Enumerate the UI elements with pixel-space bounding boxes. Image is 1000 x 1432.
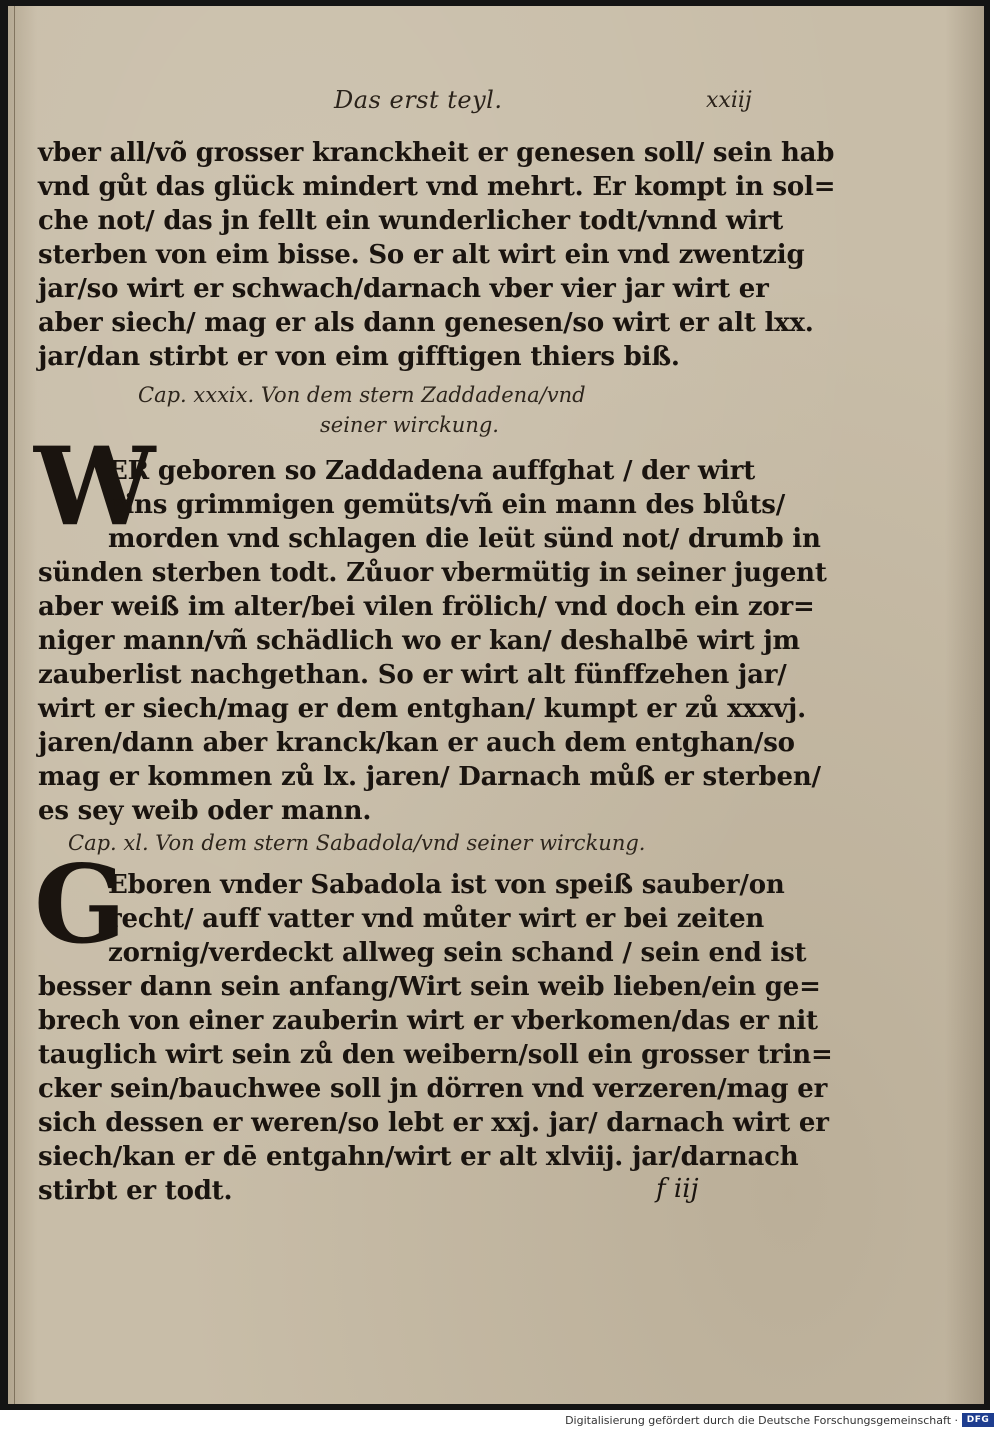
text-line: es sey weib oder mann. <box>38 796 372 826</box>
text-line: morden vnd schlagen die leüt sünd not/ drumb in <box>108 524 821 554</box>
text-line: ER geboren so Zaddadena auffghat / der wirt <box>108 456 755 486</box>
text-line: brech von einer zauberin wirt er vberkomen/das er nit <box>38 1006 818 1036</box>
paragraph-continuation <box>38 136 836 374</box>
text-line: eins grimmigen gemüts/vñ ein mann des blůts/ <box>108 490 785 520</box>
dfg-logo-icon: DFG <box>962 1413 994 1427</box>
text-line: niger mann/vñ schädlich wo er kan/ deshalbē wirt jm <box>38 626 800 656</box>
text-line: zornig/verdeckt allweg sein schand / sein end ist <box>108 938 807 968</box>
text-line: siech/kan er dē entgahn/wirt er alt xlviij. jar/darnach <box>38 1142 799 1172</box>
text-line: tauglich wirt sein zů den weibern/soll ein grosser trin= <box>38 1040 833 1070</box>
drop-cap-initial: G <box>34 842 127 968</box>
text-line: vnd gůt das glück mindert vnd mehrt. Er kompt in sol= <box>38 172 836 202</box>
text-line: wirt er siech/mag er dem entghan/ kumpt er zů xxxvj. <box>38 694 806 724</box>
text-line: aber weiß im alter/bei vilen frölich/ vnd doch ein zor= <box>38 592 815 622</box>
drop-cap-initial: W <box>34 424 156 550</box>
funding-credit: Digitalisierung gefördert durch die Deutsche Forschungsgemeinschaft · <box>565 1414 958 1427</box>
chapter-39-body <box>38 454 827 828</box>
text-line: jaren/dann aber kranck/kan er auch dem entghan/so <box>38 728 795 758</box>
text-line: Eboren vnder Sabadola ist von speiß sauber/on <box>108 870 785 900</box>
chapter-39-heading <box>138 380 898 440</box>
text-line: stirbt er todt. <box>38 1176 233 1206</box>
text-line: mag er kommen zů lx. jaren/ Darnach můß er sterben/ <box>38 762 821 792</box>
text-line: sünden sterben todt. Zůuor vbermütig in seiner jugent <box>38 558 827 588</box>
text-line: cker sein/bauchwee soll jn dörren vnd verzeren/mag er <box>38 1074 828 1104</box>
text-line: sich dessen er weren/so lebt er xxj. jar/ darnach wirt er <box>38 1108 829 1138</box>
page-header <box>8 86 984 122</box>
signature-mark: f iij <box>656 1174 699 1204</box>
text-line: besser dann sein anfang/Wirt sein weib lieben/ein ge= <box>38 972 821 1002</box>
chapter-40-heading <box>68 828 828 858</box>
text-line: recht/ auff vatter vnd můter wirt er bei zeiten <box>108 904 765 934</box>
text-line: vber all/võ grosser kranckheit er genesen soll/ sein hab <box>38 138 835 168</box>
chapter-heading-line: Cap. xl. Von dem stern Sabadola/vnd seiner wirckung. <box>68 831 646 855</box>
folio-number: xxiij <box>706 88 752 113</box>
text-line: sterben von eim bisse. So er alt wirt ein vnd zwentzig <box>38 240 805 270</box>
text-line: jar/so wirt er schwach/darnach vber vier jar wirt er <box>38 274 769 304</box>
chapter-40-body <box>38 868 833 1208</box>
text-line: che not/ das jn fellt ein wunderlicher todt/vnnd wirt <box>38 206 784 236</box>
text-line: zauberlist nachgethan. So er wirt alt fünffzehen jar/ <box>38 660 787 690</box>
running-head: Das erst teyl. <box>334 86 503 114</box>
text-line: jar/dan stirbt er von eim gifftigen thiers biß. <box>38 342 680 372</box>
chapter-heading-line: seiner wirckung. <box>320 413 499 437</box>
text-line: aber siech/ mag er als dann genesen/so wirt er alt lxx. <box>38 308 814 338</box>
footer-bar <box>0 1410 1000 1432</box>
page-edge <box>14 6 15 1404</box>
chapter-heading-line: Cap. xxxix. Von dem stern Zaddadena/vnd <box>138 383 586 407</box>
book-page <box>8 6 984 1404</box>
